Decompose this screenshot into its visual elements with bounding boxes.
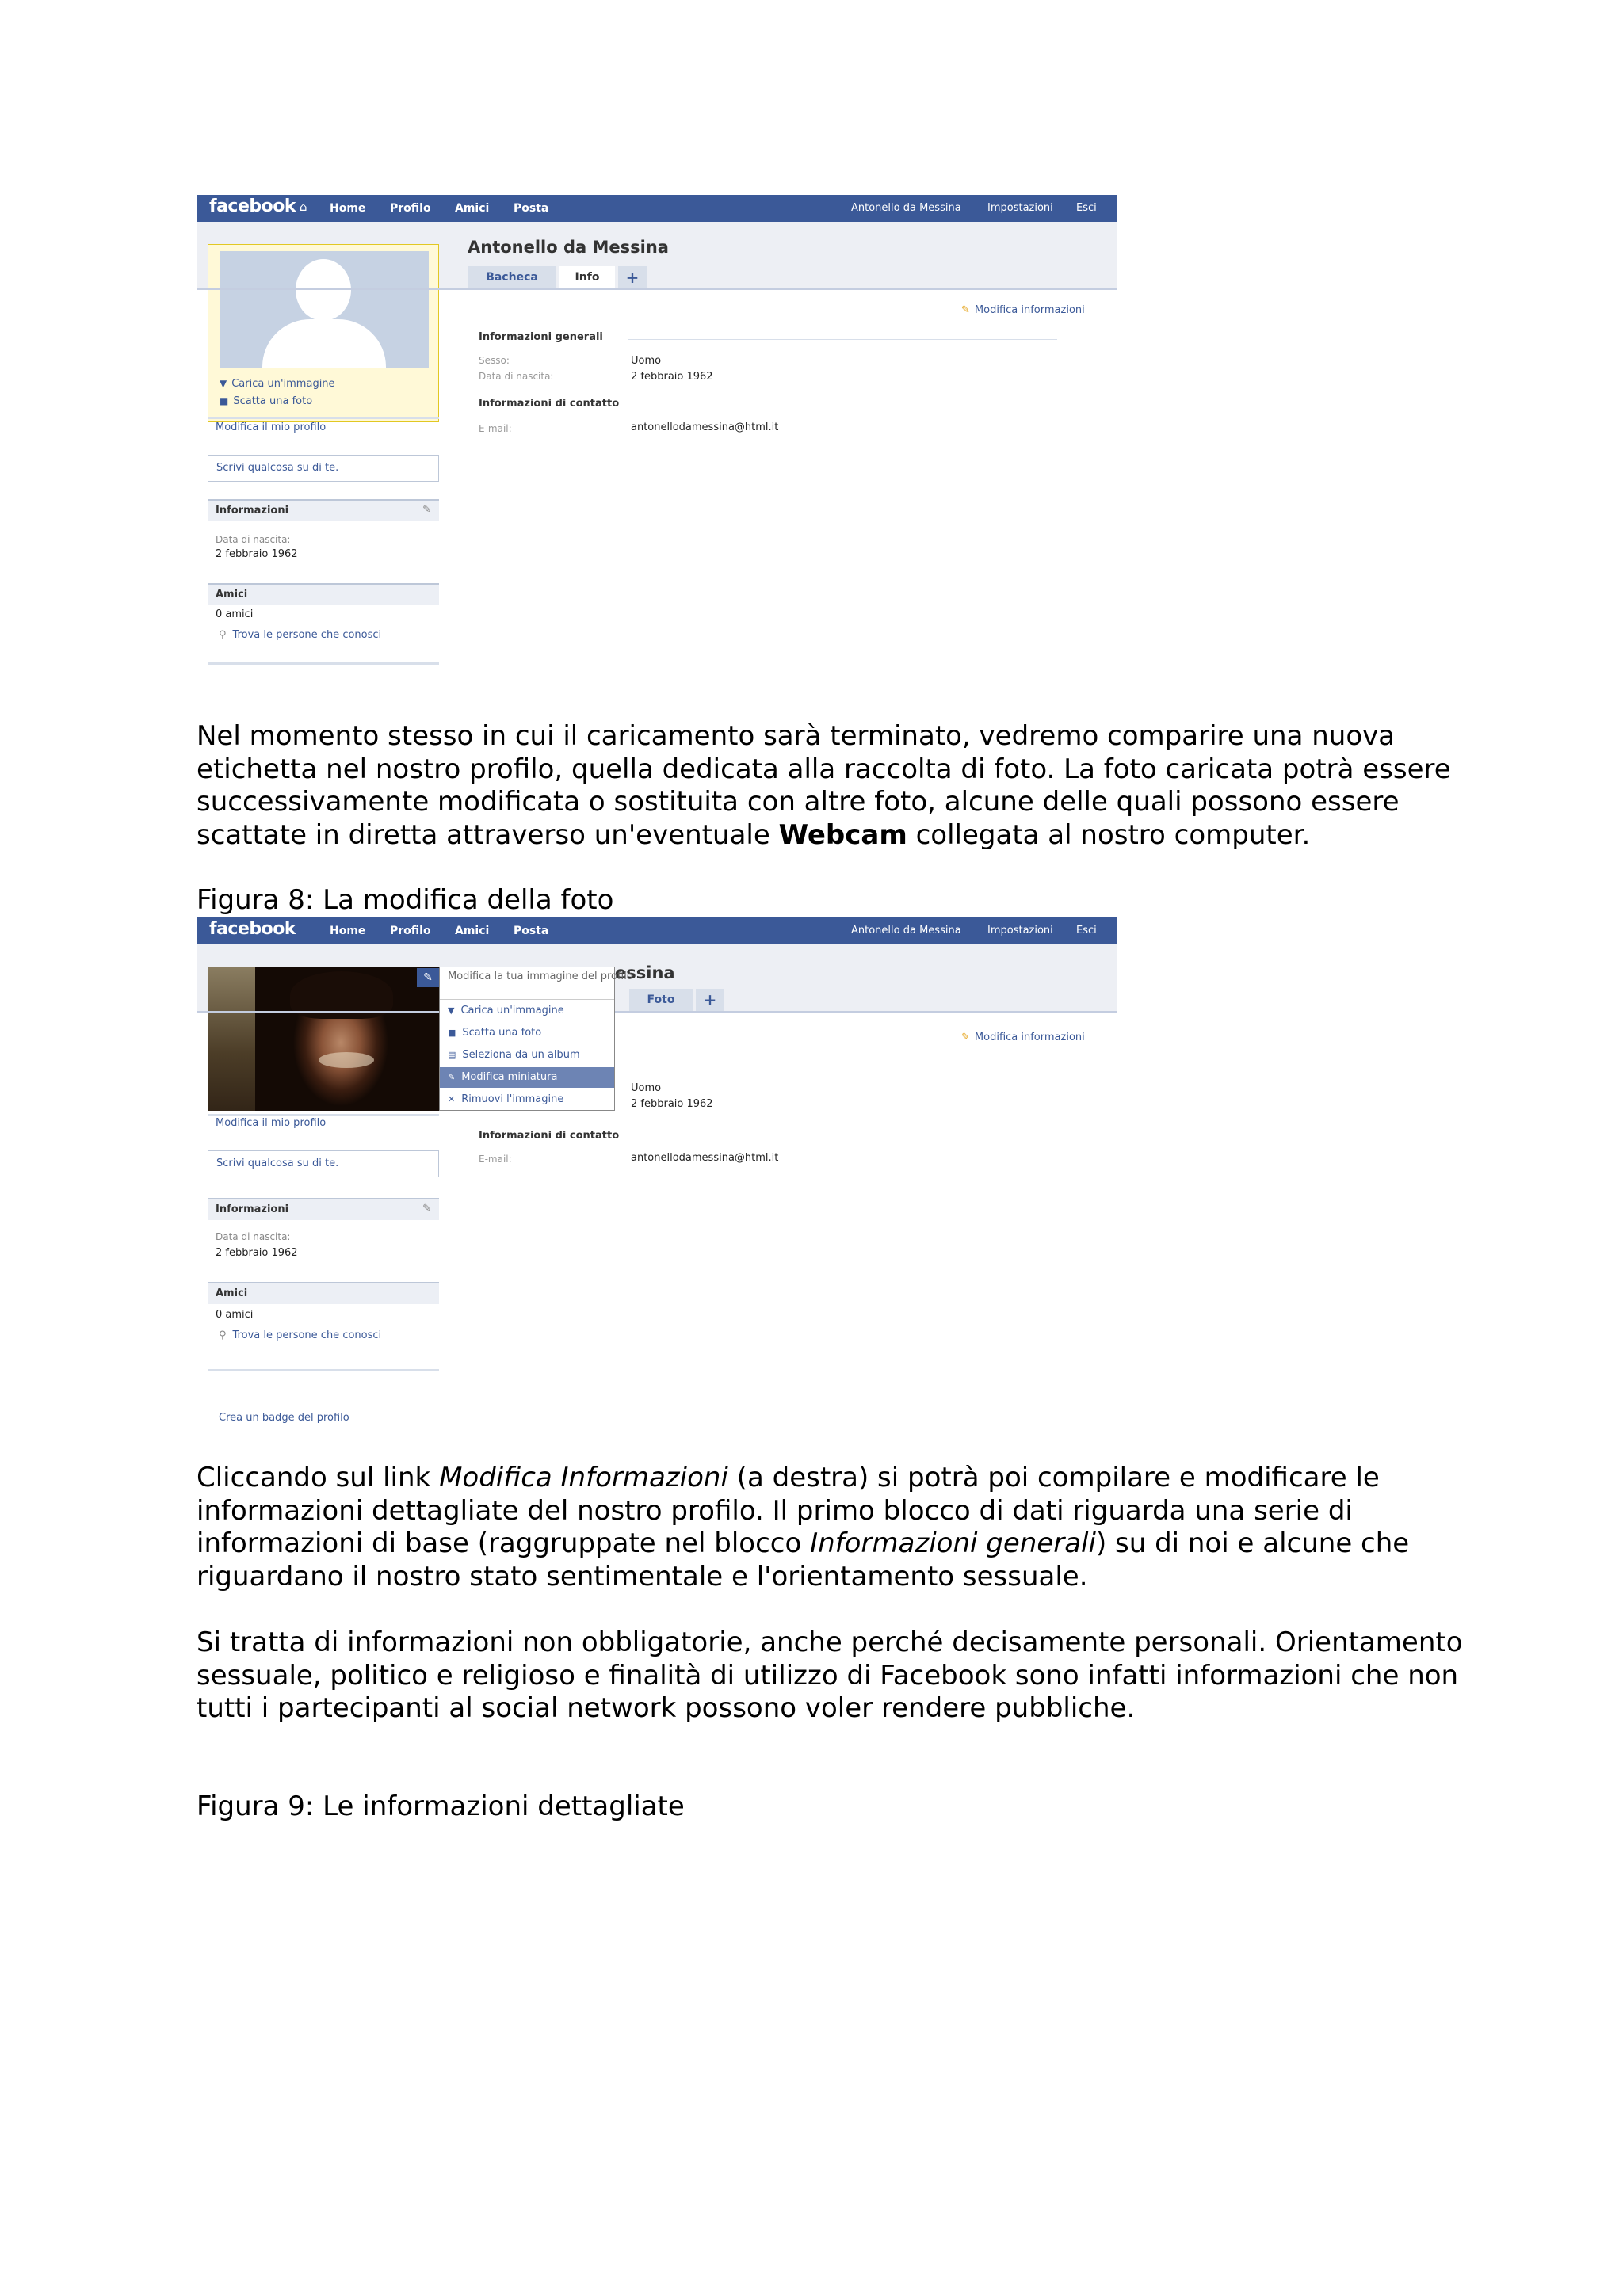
menu-select-from-album[interactable] — [440, 1045, 614, 1066]
email-label: E-mail: — [479, 423, 512, 434]
friends-box-title: Amici — [216, 1287, 248, 1299]
add-tab-icon[interactable]: + — [696, 989, 724, 1011]
paragraph-edit-info — [197, 1462, 1465, 1593]
nav-home[interactable]: Home — [330, 925, 366, 937]
edit-info-label: Modifica informazioni — [974, 304, 1085, 316]
nav-profile[interactable]: Profilo — [390, 202, 431, 215]
tab-info[interactable]: Info — [559, 266, 615, 288]
menu-item-label: Modifica miniatura — [461, 1071, 558, 1083]
user-name-link[interactable]: Antonello da Messina — [851, 202, 961, 214]
edit-my-profile-link[interactable]: Modifica il mio profilo — [216, 1117, 327, 1129]
facebook-profile-screenshot-info — [197, 195, 1117, 672]
sex-value: Uomo — [631, 1082, 662, 1094]
home-icon[interactable]: ⌂ — [300, 200, 307, 214]
profile-name-fragment: essina — [615, 963, 675, 982]
find-people-link[interactable] — [219, 1329, 381, 1341]
edit-my-profile-link[interactable]: Modifica il mio profilo — [216, 421, 327, 433]
take-photo-link[interactable] — [220, 395, 312, 407]
divider — [208, 1114, 439, 1116]
section-divider — [628, 339, 1057, 340]
nav-home[interactable]: Home — [330, 202, 366, 215]
sex-value: Uomo — [631, 355, 662, 367]
italic-text: Informazioni generali — [810, 1527, 1096, 1559]
general-info-title: Informazioni generali — [479, 331, 603, 343]
tab-photos[interactable]: Foto — [629, 989, 693, 1011]
logout-link[interactable]: Esci — [1076, 202, 1097, 214]
facebook-logo[interactable]: facebook — [209, 196, 296, 216]
menu-item-label: Rimuovi l'immagine — [461, 1093, 564, 1105]
find-people-label: Trova le persone che conosci — [232, 1329, 382, 1341]
upload-image-label: Carica un'immagine — [231, 378, 335, 390]
pencil-icon[interactable]: ✎ — [422, 1203, 431, 1215]
create-profile-badge-link[interactable]: Crea un badge del profilo — [219, 1412, 349, 1424]
contact-info-title: Informazioni di contatto — [479, 398, 620, 410]
magnifier-icon: ⚲ — [219, 629, 227, 641]
default-avatar — [220, 251, 429, 368]
write-about-yourself-input[interactable]: Scrivi qualcosa su di te. — [208, 455, 439, 482]
menu-item-label: Carica un'immagine — [460, 1005, 564, 1016]
menu-remove-image[interactable] — [440, 1089, 614, 1110]
pencil-icon: ✎ — [448, 1072, 456, 1082]
write-about-yourself-input[interactable]: Scrivi qualcosa su di te. — [208, 1150, 439, 1177]
upload-icon: ▼ — [220, 378, 227, 389]
edit-pencil-icon: ✎ — [961, 304, 970, 316]
menu-header: Modifica la tua immagine del profilo — [448, 971, 633, 982]
italic-text: Modifica Informazioni — [439, 1462, 728, 1493]
edit-photo-pencil-icon[interactable]: ✎ — [417, 968, 439, 987]
nav-inbox[interactable]: Posta — [514, 925, 549, 937]
paragraph-text: collegata al nostro computer. — [907, 818, 1311, 851]
birthdate-label: Data di nascita: — [216, 1231, 291, 1242]
nav-friends[interactable]: Amici — [455, 925, 490, 937]
tabs-divider — [197, 1011, 1117, 1013]
facebook-top-bar — [197, 917, 1117, 945]
pencil-icon[interactable]: ✎ — [422, 504, 431, 516]
birthdate-value: 2 febbraio 1962 — [216, 1247, 298, 1259]
edit-pencil-icon: ✎ — [961, 1032, 970, 1043]
email-label: E-mail: — [479, 1154, 512, 1165]
friends-box-title: Amici — [216, 589, 248, 601]
paragraph-text: (a destra) si potrà poi compilare e modificare le informazioni dettagliate del nostro profilo. Il primo blocco di dati riguarda una serie di informazioni di base (raggruppate nel blocco — [197, 1462, 1380, 1559]
upload-image-link[interactable] — [220, 378, 335, 390]
find-people-link[interactable] — [219, 629, 381, 641]
menu-item-label: Seleziona da un album — [462, 1049, 580, 1061]
friends-count[interactable]: 0 amici — [216, 1309, 254, 1321]
divider — [208, 1369, 439, 1371]
menu-edit-thumbnail[interactable] — [440, 1067, 614, 1088]
profile-picture-box — [208, 244, 439, 422]
nav-inbox[interactable]: Posta — [514, 202, 549, 215]
logout-link[interactable]: Esci — [1076, 925, 1097, 936]
tabs-divider — [197, 288, 1117, 290]
info-box-header — [208, 499, 439, 521]
menu-take-photo[interactable] — [440, 1023, 614, 1043]
sex-label: Sesso: — [479, 355, 510, 366]
friends-box-header — [208, 1282, 439, 1304]
upload-icon: ▼ — [448, 1005, 455, 1016]
menu-divider — [440, 999, 614, 1000]
email-value[interactable]: antonellodamessina@html.it — [631, 421, 779, 433]
birthdate-value: 2 febbraio 1962 — [631, 371, 713, 383]
birthdate-value: 2 febbraio 1962 — [631, 1098, 713, 1110]
edit-info-link[interactable] — [961, 1032, 1085, 1043]
paragraph-text: Cliccando sul link — [197, 1462, 440, 1493]
birthdate-value: 2 febbraio 1962 — [216, 548, 298, 560]
edit-info-label: Modifica informazioni — [974, 1032, 1085, 1043]
facebook-profile-screenshot-photo-menu — [197, 917, 1117, 1437]
figure-8-caption: Figura 8: La modifica della foto — [197, 884, 614, 916]
photo-background-lamp — [208, 967, 255, 1111]
info-box-header — [208, 1198, 439, 1220]
settings-link[interactable]: Impostazioni — [987, 202, 1053, 214]
divider — [208, 417, 439, 419]
avatar-head-shape — [296, 259, 351, 321]
webcam-bold-text: Webcam — [778, 818, 907, 851]
take-photo-label: Scatta una foto — [233, 395, 313, 407]
friends-count[interactable]: 0 amici — [216, 608, 254, 620]
menu-item-label: Scatta una foto — [462, 1027, 542, 1039]
paragraph-upload-complete — [197, 720, 1465, 852]
info-box-title: Informazioni — [216, 505, 289, 517]
paragraph-text: Nel momento stesso in cui il caricamento sarà terminato, vedremo comparire una nuova etichetta nel nostro profilo, quella dedicata alla raccolta di foto. La foto caricata potrà essere successivamente modificata o sostituita con altre foto, alcune delle quali possono essere scattate in diretta attraverso un'eventuale — [197, 720, 1451, 851]
facebook-logo[interactable]: facebook — [209, 919, 296, 939]
profile-photo[interactable] — [208, 967, 439, 1111]
friends-box-header — [208, 583, 439, 605]
email-value[interactable]: antonellodamessina@html.it — [631, 1152, 779, 1164]
paragraph-optional-info: Si tratta di informazioni non obbligatorie, anche perché decisamente personali. Orientamento sessuale, politico e religioso e finalità di utilizzo di Facebook sono infatti informazioni che non tutti i partecipanti al social network possono voler rendere pubbliche. — [197, 1627, 1463, 1724]
nav-profile[interactable]: Profilo — [390, 925, 431, 937]
camera-icon: ■ — [220, 395, 229, 406]
facebook-top-bar — [197, 195, 1117, 223]
birthdate-label: Data di nascita: — [479, 371, 554, 382]
settings-link[interactable]: Impostazioni — [987, 925, 1053, 936]
menu-upload-image[interactable] — [440, 1001, 614, 1021]
nav-friends[interactable]: Amici — [455, 202, 490, 215]
photo-glasses-glint — [319, 1052, 374, 1068]
tab-wall[interactable]: Bacheca — [468, 266, 556, 288]
avatar-body-shape — [262, 319, 386, 368]
figure-9-caption: Figura 9: Le informazioni dettagliate — [197, 1791, 685, 1822]
info-box-title: Informazioni — [216, 1203, 289, 1215]
album-icon: ▤ — [448, 1050, 456, 1060]
magnifier-icon: ⚲ — [219, 1329, 227, 1341]
divider — [208, 662, 439, 665]
profile-name: Antonello da Messina — [468, 238, 669, 257]
find-people-label: Trova le persone che conosci — [232, 629, 382, 641]
remove-icon: ✕ — [448, 1094, 456, 1104]
birthdate-label: Data di nascita: — [216, 534, 291, 545]
paragraph-text: ) su di noi e alcune che riguardano il nostro stato sentimentale e l'orientamento sessuale. — [197, 1527, 1410, 1592]
user-name-link[interactable]: Antonello da Messina — [851, 925, 961, 936]
photo-options-menu — [439, 967, 633, 1111]
add-tab-icon[interactable]: + — [618, 266, 647, 288]
contact-info-title: Informazioni di contatto — [479, 1130, 620, 1142]
edit-info-link[interactable] — [961, 304, 1085, 316]
camera-icon: ■ — [448, 1028, 456, 1038]
